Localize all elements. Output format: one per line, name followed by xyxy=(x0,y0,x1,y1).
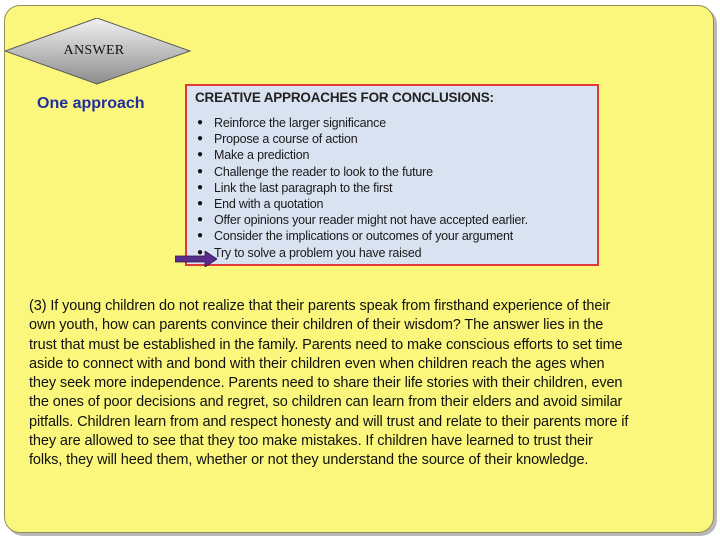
approaches-list xyxy=(195,115,597,261)
bullet-icon: ● xyxy=(197,214,203,226)
list-item xyxy=(195,228,597,244)
list-item xyxy=(195,212,597,228)
bullet-icon: ● xyxy=(197,165,203,177)
slide-frame xyxy=(4,5,714,533)
list-item-text: Try to solve a problem you have raised xyxy=(214,245,422,260)
list-item-text: Propose a course of action xyxy=(214,132,358,147)
bullet-icon: ● xyxy=(197,117,203,128)
list-item xyxy=(195,147,597,163)
bullet-icon: ● xyxy=(197,133,203,145)
body-paragraph: (3) If young children do not realize that their parents speak from firsthand experience of their own youth, how can parents convince their children of their wisdom? The answer lies in the trust that must be established in the family. Parents need to make conscious efforts to set time aside to connect with and bond with their children even when children reach the ages when they seek more independence. Parents need to share their life stories with their children, even the ones of poor decisions and regret, so children can learn from their elders and avoid similar pitfalls. Children learn from and respect honesty and will trust and relate to their parents more if they are allowed to see that they too make mistakes. If children have learned to trust their folks, they will heed them, whether or not they understand the source of their knowledge. xyxy=(29,298,629,469)
creative-approaches-box xyxy=(185,84,599,266)
answer-badge xyxy=(5,18,197,84)
bullet-icon: ● xyxy=(197,198,203,210)
bullet-icon: ● xyxy=(197,181,203,193)
list-item-text: Offer opinions your reader might not have accepted earlier. xyxy=(214,213,528,228)
list-item-text: Make a prediction xyxy=(214,148,310,163)
answer-badge-label: ANSWER xyxy=(63,43,125,58)
list-item-text: Consider the implications or outcomes of your argument xyxy=(214,229,514,244)
box-heading: CREATIVE APPROACHES FOR CONCLUSIONS: xyxy=(195,90,494,105)
bullet-icon: ● xyxy=(197,246,203,258)
list-item xyxy=(195,196,597,212)
list-item-text: Link the last paragraph to the first xyxy=(214,180,393,195)
list-item xyxy=(195,131,597,147)
list-item xyxy=(195,164,597,180)
list-item xyxy=(195,245,597,261)
list-item-text: End with a quotation xyxy=(214,197,324,212)
list-item xyxy=(195,115,597,131)
approach-label: One approach xyxy=(37,95,145,112)
list-item-text: Challenge the reader to look to the future xyxy=(214,164,433,179)
list-item-text: Reinforce the larger significance xyxy=(214,116,386,130)
arrow-right-icon xyxy=(175,251,217,267)
bullet-icon: ● xyxy=(197,230,203,242)
bullet-icon: ● xyxy=(197,149,203,161)
list-item xyxy=(195,180,597,196)
